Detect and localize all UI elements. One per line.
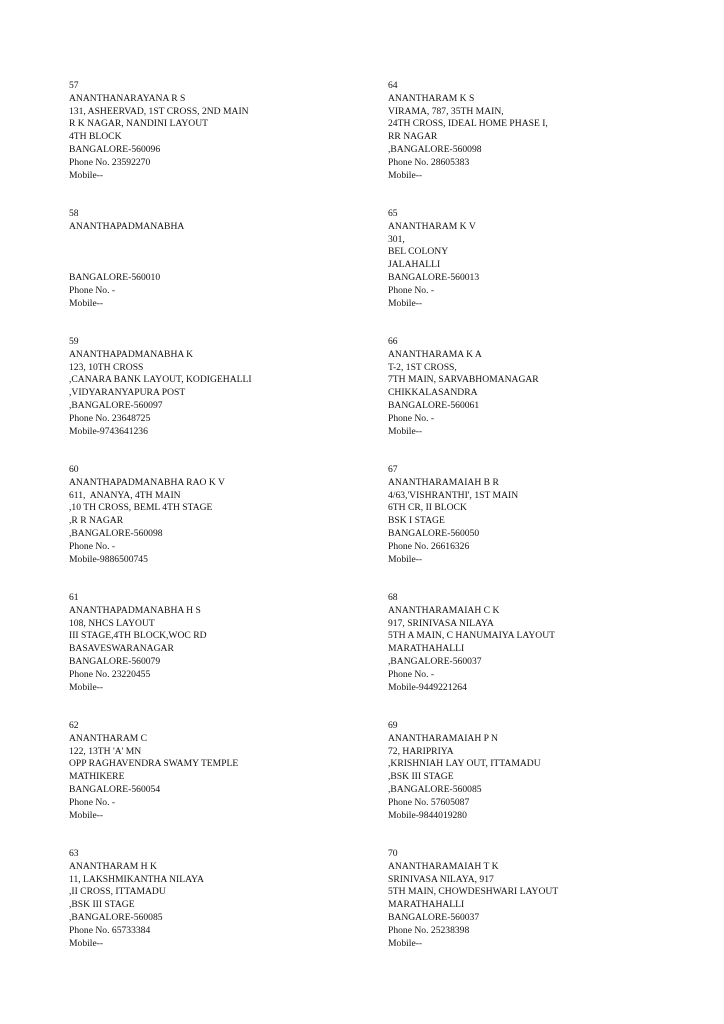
- phone-number: Phone No. 23220455: [69, 668, 151, 680]
- phone-number: Phone No. -: [388, 668, 435, 680]
- address-line: 24TH CROSS, IDEAL HOME PHASE I,: [388, 118, 548, 130]
- address-line: ,KRISHNIAH LAY OUT, ITTAMADU: [388, 758, 541, 770]
- address-line: ,BANGALORE-560085: [388, 783, 482, 795]
- address-line: 7TH MAIN, SARVABHOMANAGAR: [388, 374, 539, 386]
- address-line: 108, NHCS LAYOUT: [69, 617, 155, 629]
- mobile-number: Mobile--: [69, 681, 104, 693]
- address-line: R K NAGAR, NANDINI LAYOUT: [69, 118, 209, 130]
- mobile-number: Mobile--: [388, 425, 423, 437]
- address-line: CHIKKALASANDRA: [388, 387, 478, 399]
- mobile-number: Mobile-9449221264: [388, 681, 467, 693]
- address-line: 611, ANANYA, 4TH MAIN: [69, 489, 181, 501]
- directory-entry: [388, 208, 688, 310]
- phone-number: Phone No. 25238398: [388, 924, 470, 936]
- entry-number: 70: [388, 848, 398, 859]
- address-line: 5TH MAIN, CHOWDESHWARI LAYOUT: [388, 886, 559, 898]
- entry-number: 60: [69, 464, 79, 475]
- address-line: ,10 TH CROSS, BEML 4TH STAGE: [69, 502, 213, 514]
- address-line: BANGALORE-560050: [388, 527, 480, 539]
- address-line: ,BANGALORE-560098: [69, 527, 163, 539]
- address-line: MARATHAHALLI: [388, 643, 465, 655]
- phone-number: Phone No. 26616326: [388, 540, 470, 552]
- entry-name: ANANTHARAMAIAH C K: [388, 604, 500, 616]
- address-line: MATHIKERE: [69, 771, 125, 783]
- mobile-number: Mobile-9743641236: [69, 425, 148, 437]
- address-line: 11, LAKSHMIKANTHA NILAYA: [69, 873, 204, 885]
- mobile-number: Mobile--: [388, 553, 423, 565]
- mobile-number: Mobile--: [69, 297, 104, 309]
- address-line: BANGALORE-560061: [388, 399, 480, 411]
- mobile-number: Mobile--: [388, 297, 423, 309]
- address-line: ,BANGALORE-560097: [69, 399, 163, 411]
- address-line: ,CANARA BANK LAYOUT, KODIGEHALLI: [69, 374, 252, 386]
- mobile-number: Mobile-9886500745: [69, 553, 148, 565]
- address-line: BANGALORE-560096: [69, 143, 161, 155]
- mobile-number: Mobile-9844019280: [388, 809, 467, 821]
- entry-number: 57: [69, 80, 79, 91]
- address-line: III STAGE,4TH BLOCK,WOC RD: [69, 630, 207, 642]
- phone-number: Phone No. 23592270: [69, 156, 151, 168]
- address-line: BANGALORE-560037: [388, 911, 480, 923]
- address-line: 6TH CR, II BLOCK: [388, 502, 467, 514]
- phone-number: Phone No. 65733384: [69, 924, 151, 936]
- entry-name: ANANTHARAMAIAH B R: [388, 476, 499, 488]
- address-line: BANGALORE-560010: [69, 271, 161, 283]
- directory-entry: [388, 592, 688, 694]
- address-line: RR NAGAR: [388, 131, 438, 143]
- mobile-number: Mobile--: [69, 169, 104, 181]
- entry-number: 69: [388, 720, 398, 731]
- phone-number: Phone No. -: [388, 284, 435, 296]
- phone-number: Phone No. -: [69, 796, 116, 808]
- entry-name: ANANTHANARAYANA R S: [69, 92, 186, 104]
- entry-number: 68: [388, 592, 398, 603]
- directory-entry: [69, 80, 369, 182]
- entry-number: 61: [69, 592, 79, 603]
- address-line: [69, 246, 369, 259]
- address-line: ,BSK III STAGE: [388, 771, 454, 783]
- address-line: 4/63,'VISHRANTHI', 1ST MAIN: [388, 489, 519, 501]
- entry-name: ANANTHARAM K S: [388, 92, 475, 104]
- entry-number: 66: [388, 336, 398, 347]
- entry-name: ANANTHAPADMANABHA: [69, 220, 185, 232]
- mobile-number: Mobile--: [69, 937, 104, 949]
- address-line: ,BANGALORE-560085: [69, 911, 163, 923]
- entry-name: ANANTHAPADMANABHA K: [69, 348, 194, 360]
- address-line: ,R R NAGAR: [69, 515, 124, 527]
- directory-entry: [69, 592, 369, 694]
- address-line: ,BSK III STAGE: [69, 899, 135, 911]
- entry-number: 64: [388, 80, 398, 91]
- address-line: 917, SRINIVASA NILAYA: [388, 617, 494, 629]
- address-line: SRINIVASA NILAYA, 917: [388, 873, 494, 885]
- entry-name: ANANTHARAMAIAH T K: [388, 860, 499, 872]
- directory-entry: [388, 464, 688, 566]
- address-line: BSK I STAGE: [388, 515, 445, 527]
- address-line: BANGALORE-560013: [388, 271, 480, 283]
- address-line: [69, 234, 369, 247]
- address-line: ,BANGALORE-560037: [388, 655, 482, 667]
- address-line: 5TH A MAIN, C HANUMAIYA LAYOUT: [388, 630, 556, 642]
- address-line: 123, 10TH CROSS: [69, 361, 144, 373]
- entry-name: ANANTHAPADMANABHA RAO K V: [69, 476, 225, 488]
- phone-number: Phone No. -: [69, 540, 116, 552]
- entry-name: ANANTHARAM K V: [388, 220, 476, 232]
- address-line: 72, HARIPRIYA: [388, 745, 454, 757]
- address-line: ,BANGALORE-560098: [388, 143, 482, 155]
- address-line: ,VIDYARANYAPURA POST: [69, 387, 186, 399]
- address-line: 301,: [388, 233, 405, 245]
- directory-entry: [388, 336, 688, 438]
- directory-entry: [69, 464, 369, 566]
- address-line: MARATHAHALLI: [388, 899, 465, 911]
- phone-number: Phone No. -: [388, 412, 435, 424]
- address-line: [69, 259, 369, 272]
- address-line: BANGALORE-560054: [69, 783, 161, 795]
- entry-name: ANANTHARAMA K A: [388, 348, 482, 360]
- phone-number: Phone No. 23648725: [69, 412, 151, 424]
- directory-entry: [388, 720, 688, 822]
- entry-name: ANANTHAPADMANABHA H S: [69, 604, 201, 616]
- entry-number: 67: [388, 464, 398, 475]
- phone-number: Phone No. 57605087: [388, 796, 470, 808]
- address-line: BEL COLONY: [388, 246, 449, 258]
- address-line: 131, ASHEERVAD, 1ST CROSS, 2ND MAIN: [69, 105, 249, 117]
- entry-name: ANANTHARAM C: [69, 732, 148, 744]
- mobile-number: Mobile--: [388, 937, 423, 949]
- entry-number: 59: [69, 336, 79, 347]
- mobile-number: Mobile--: [388, 169, 423, 181]
- address-line: T-2, 1ST CROSS,: [388, 361, 457, 373]
- address-line: VIRAMA, 787, 35TH MAIN,: [388, 105, 504, 117]
- address-line: BASAVESWARANAGAR: [69, 643, 174, 655]
- address-line: OPP RAGHAVENDRA SWAMY TEMPLE: [69, 758, 239, 770]
- entry-number: 63: [69, 848, 79, 859]
- entry-number: 58: [69, 208, 79, 219]
- directory-entry: [69, 720, 369, 822]
- address-line: ,II CROSS, ITTAMADU: [69, 886, 166, 898]
- entry-number: 65: [388, 208, 398, 219]
- entry-number: 62: [69, 720, 79, 731]
- entry-name: ANANTHARAMAIAH P N: [388, 732, 498, 744]
- address-line: JALAHALLI: [388, 259, 441, 271]
- entry-name: ANANTHARAM H K: [69, 860, 157, 872]
- mobile-number: Mobile--: [69, 809, 104, 821]
- directory-entry: [69, 848, 369, 950]
- directory-entry: [388, 848, 688, 950]
- directory-entry: [69, 208, 369, 310]
- address-line: 4TH BLOCK: [69, 131, 122, 143]
- address-line: BANGALORE-560079: [69, 655, 161, 667]
- directory-entry: [69, 336, 369, 438]
- phone-number: Phone No. -: [69, 284, 116, 296]
- directory-entry: [388, 80, 688, 182]
- address-line: 122, 13TH 'A' MN: [69, 745, 142, 757]
- phone-number: Phone No. 28605383: [388, 156, 470, 168]
